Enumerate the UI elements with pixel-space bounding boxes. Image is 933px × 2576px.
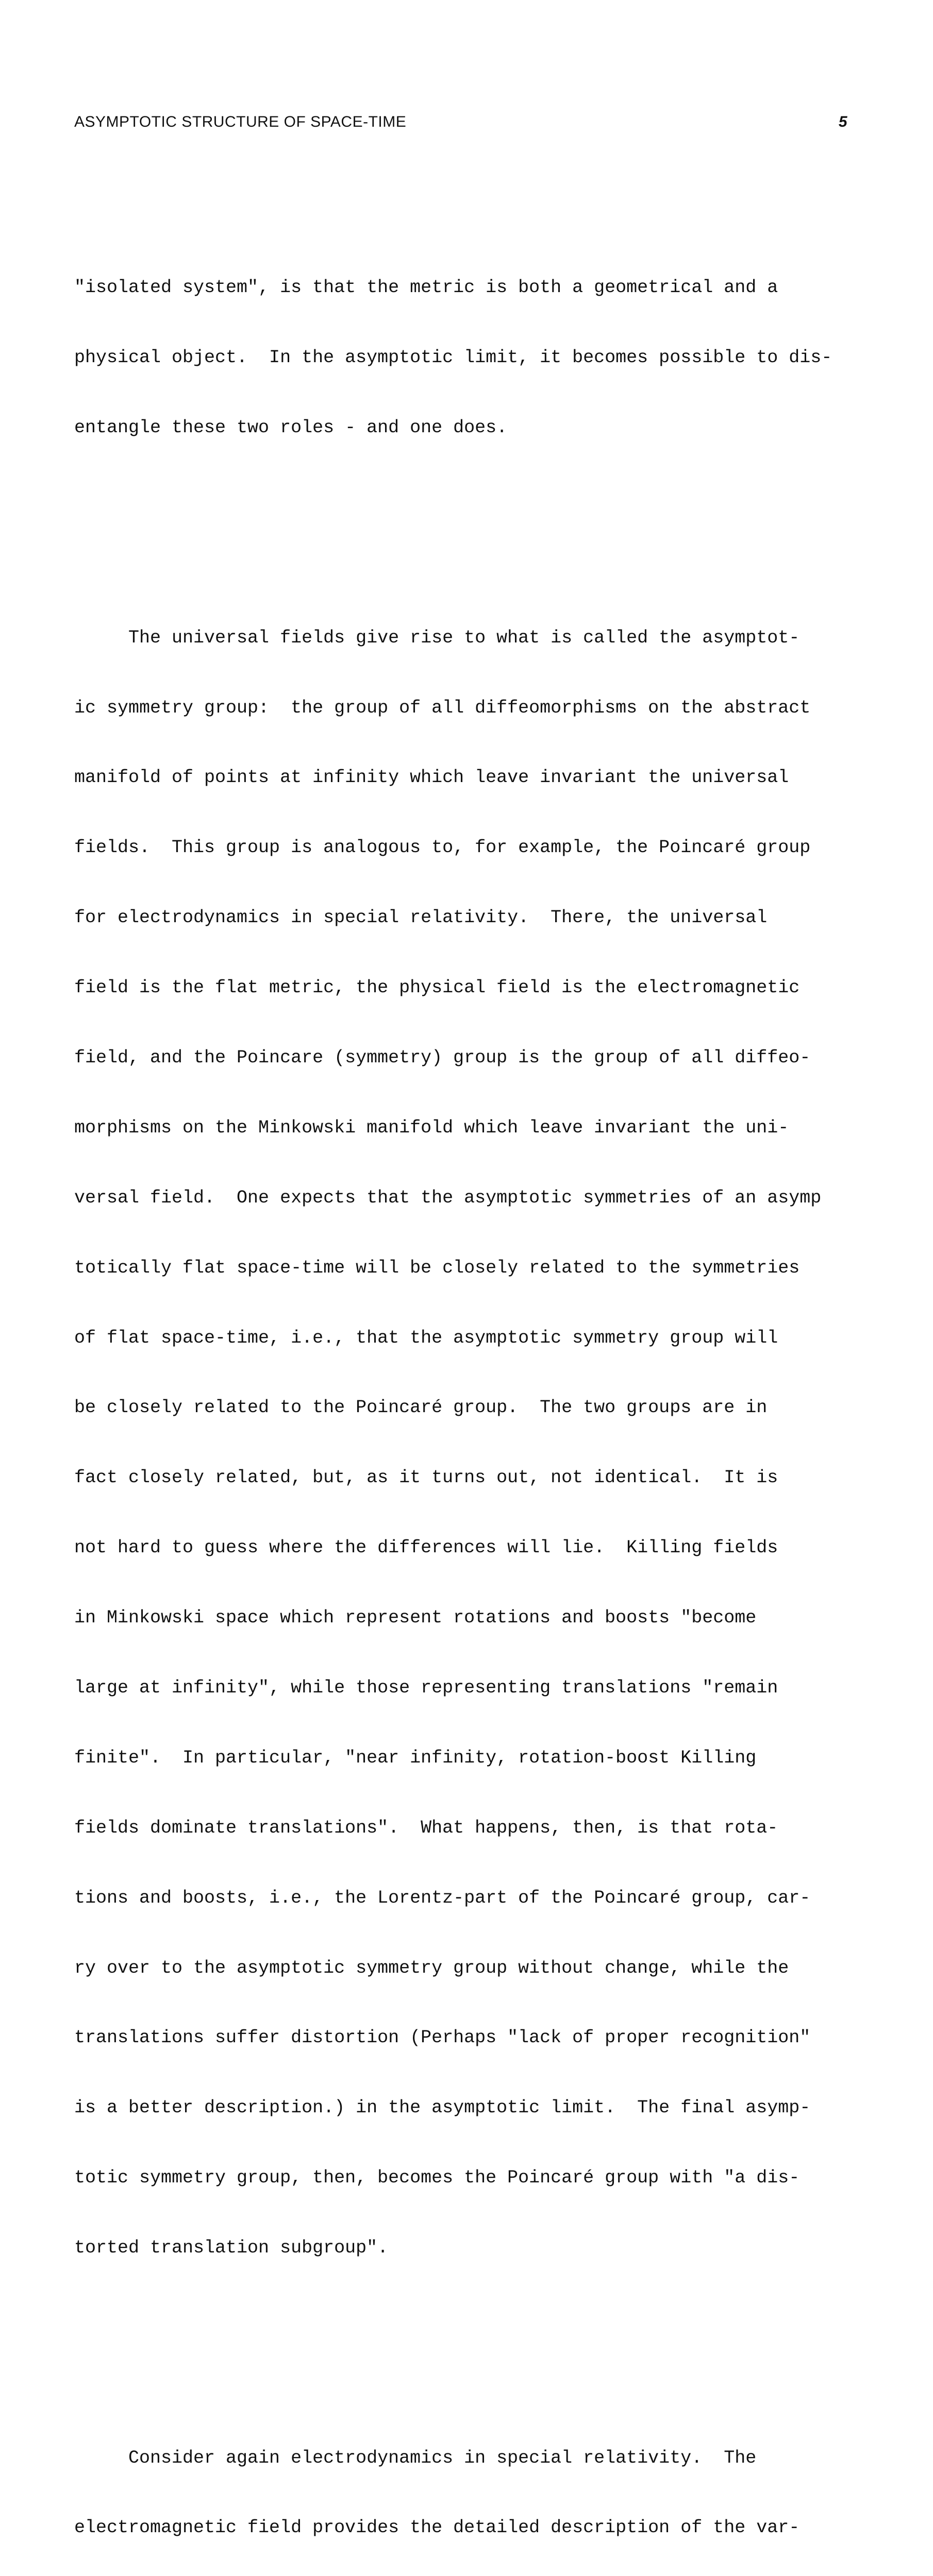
text-line: ic symmetry group: the group of all diffeomorphisms on the abstract [74, 697, 811, 718]
text-line: be closely related to the Poincaré group. The two groups are in [74, 1397, 768, 1418]
text-line: not hard to guess where the differences will lie. Killing fields [74, 1537, 778, 1558]
text-line: manifold of points at infinity which leave invariant the universal [74, 767, 789, 788]
text-line: physical object. In the asymptotic limit, it becomes possible to dis- [74, 347, 832, 368]
text-line: field, and the Poincare (symmetry) group is the group of all diffeo- [74, 1047, 811, 1068]
text-line: tions and boosts, i.e., the Lorentz-part of the Poincaré group, car- [74, 1887, 811, 1908]
text-line: totically flat space-time will be closely related to the symmetries [74, 1257, 800, 1278]
text-line: fact closely related, but, as it turns out, not identical. It is [74, 1467, 778, 1488]
text-line: totic symmetry group, then, becomes the Poincaré group with "a dis- [74, 2167, 800, 2189]
paragraph-3 [74, 2400, 868, 2576]
body-text [74, 160, 868, 2576]
running-header [74, 113, 847, 134]
text-line: electromagnetic field provides the detailed description of the var- [74, 2517, 800, 2538]
text-line: ry over to the asymptotic symmetry group without change, while the [74, 1957, 789, 1978]
text-line: field is the flat metric, the physical field is the electromagnetic [74, 977, 800, 998]
text-line: morphisms on the Minkowski manifold which leave invariant the uni- [74, 1117, 789, 1138]
text-line: of flat space-time, i.e., that the asymptotic symmetry group will [74, 1327, 778, 1348]
text-line: finite". In particular, "near infinity, rotation-boost Killing [74, 1747, 757, 1768]
text-line: is a better description.) in the asymptotic limit. The final asymp- [74, 2097, 811, 2119]
text-line: fields. This group is analogous to, for example, the Poincaré group [74, 837, 811, 858]
text-line: for electrodynamics in special relativity. There, the universal [74, 907, 768, 928]
text-line: translations suffer distortion (Perhaps "lack of proper recognition" [74, 2027, 811, 2048]
text-line: large at infinity", while those representing translations "remain [74, 1677, 778, 1698]
text-line: fields dominate translations". What happens, then, is that rota- [74, 1817, 778, 1838]
text-line: Consider again electrodynamics in special relativity. The [74, 2447, 757, 2468]
text-line: versal field. One expects that the asymptotic symmetries of an asymp [74, 1187, 822, 1208]
text-line: entangle these two roles - and one does. [74, 417, 508, 438]
chapter-title: ASYMPTOTIC STRUCTURE OF SPACE-TIME [74, 113, 407, 130]
page-number: 5 [838, 113, 847, 130]
paragraph-1 [74, 230, 868, 486]
text-line: "isolated system", is that the metric is both a geometrical and a [74, 277, 778, 298]
text-line: torted translation subgroup". [74, 2238, 389, 2259]
text-line: in Minkowski space which represent rotations and boosts "become [74, 1607, 757, 1629]
paragraph-2 [74, 580, 868, 2307]
text-line: The universal fields give rise to what is called the asymptot- [74, 627, 800, 648]
